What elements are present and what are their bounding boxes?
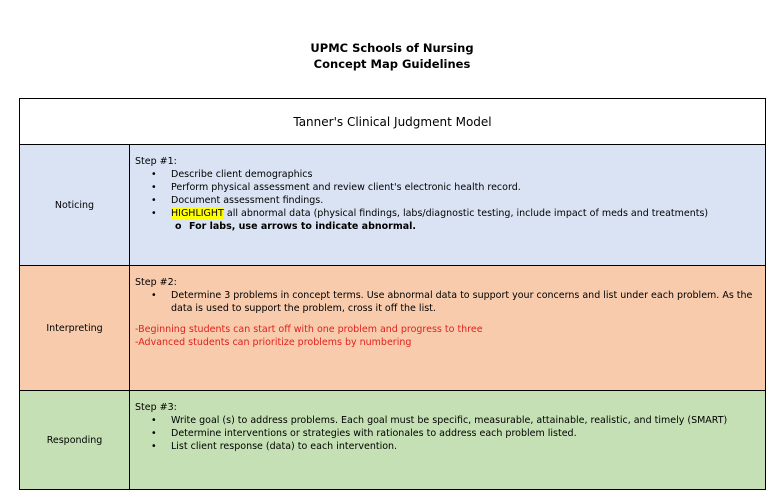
list-item: • Document assessment findings.: [171, 194, 759, 207]
responding-list: [135, 414, 759, 453]
list-item: • Describe client demographics: [171, 168, 759, 181]
interpreting-label: Interpreting: [20, 266, 130, 391]
step-label: Step #2:: [135, 277, 177, 288]
list-item: • Perform physical assessment and review client's electronic health record.: [171, 181, 759, 194]
noticing-label: Noticing: [20, 145, 130, 266]
note-advanced: -Advanced students can prioritize problems by numbering: [135, 337, 412, 348]
school-title: UPMC Schools of Nursing: [310, 41, 474, 55]
list-item: • List client response (data) to each intervention.: [171, 440, 759, 453]
responding-row: [20, 391, 766, 490]
list-item: [171, 207, 759, 220]
responding-content: [130, 391, 766, 490]
list-item: • Determine 3 problems in concept terms. Use abnormal data to support your concerns and list under each problem. As the data is used to support the problem, cross it off the list.: [171, 289, 759, 315]
step-label: Step #1:: [135, 156, 177, 167]
interpreting-row: [20, 266, 766, 391]
step-label: Step #3:: [135, 402, 177, 413]
responding-label: Responding: [20, 391, 130, 490]
noticing-row: [20, 145, 766, 266]
noticing-content: [130, 145, 766, 266]
highlight-rest-text: all abnormal data (physical findings, labs/diagnostic testing, include impact of meds and treatments): [223, 208, 709, 219]
sub-list-item: o For labs, use arrows to indicate abnormal.: [135, 220, 759, 233]
interpreting-list: [135, 289, 759, 315]
noticing-list: [135, 168, 759, 220]
highlight-text: HIGHLIGHT: [171, 208, 224, 219]
clinical-judgment-table: [19, 98, 766, 490]
note-beginning: -Beginning students can start off with one problem and progress to three: [135, 324, 483, 335]
document-header: [0, 40, 784, 72]
interpreting-content: [130, 266, 766, 391]
list-item: • Determine interventions or strategies with rationales to address each problem listed.: [171, 427, 759, 440]
document-title: Concept Map Guidelines: [313, 57, 471, 71]
list-item: • Write goal (s) to address problems. Each goal must be specific, measurable, attainable, realistic, and timely (SMART): [171, 414, 759, 427]
table-title: Tanner's Clinical Judgment Model: [20, 99, 766, 145]
